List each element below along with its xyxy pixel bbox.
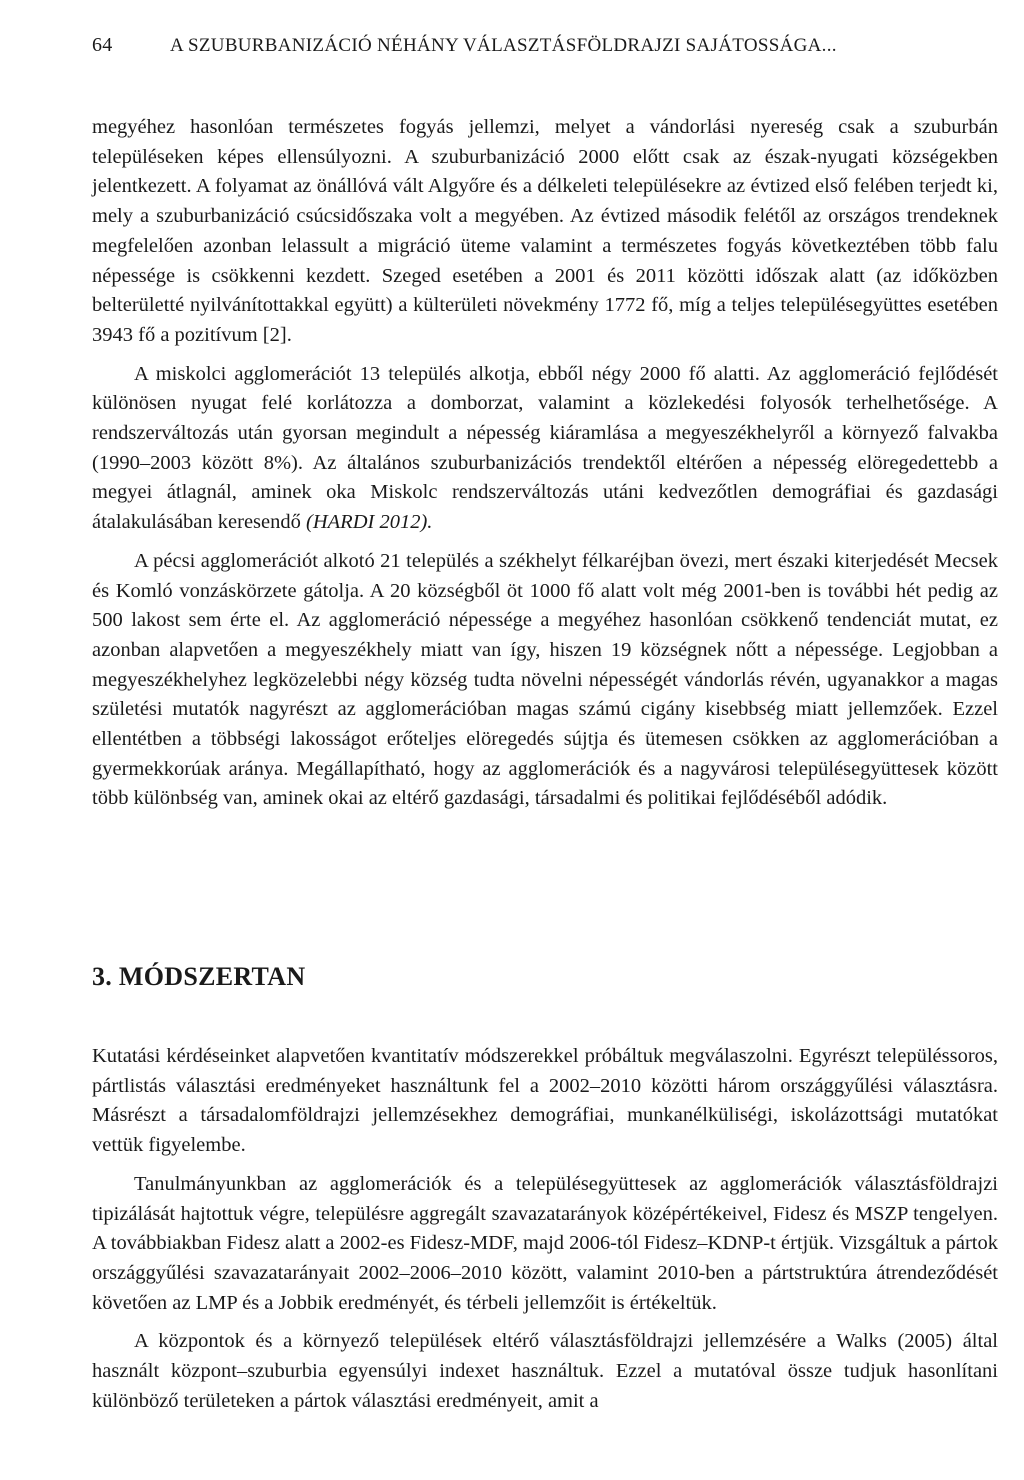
paragraph-2-text: A miskolci agglomerációt 13 település alkotja, ebből négy 2000 fő alatti. Az agglomeráció fejlődését különösen nyugat felé korlátozza a domborzat, valamint a közlekedési folyosók terhelhetősége. A rendszerváltozás után gyorsan megindult a népesség kiáramlása a megyeszékhelyről a környező falvakba (1990–2003 között 8%). Az általános szuburbanizációs trendektől eltérően a népesség elöregedettebb a megyei átlagnál, aminek oka Miskolc rendszerváltozás utáni kedvezőtlen demográfiai és gazdasági átalakulásában keresendő — [92, 362, 998, 534]
page-number: 64 — [92, 34, 113, 56]
paragraph-3: A pécsi agglomerációt alkotó 21 település a székhelyt félkaréjban övezi, mert északi kiterjedését Mecsek és Komló vonzáskörzete gátolja. A 20 községből öt 1000 fő alatt volt még 2001-ben is további hét pedig az 500 lakost sem érte el. Az agglomeráció népessége a megyéhez hasonlóan csökkenő tendenciát mutat, ez azonban alapvetően a megyeszékhely miatt van így, hiszen 19 községnek nőtt a népessége. Legjobban a megyeszékhelyhez legközelebbi négy község tudta növelni népességét vándorlás révén, ugyanakkor a magas születési mutatók nagyrészt az agglomerációban magas számú cigány kisebbség miatt jellemzőek. Ezzel ellentétben a többségi lakosságot erőteljes elöregedés sújtja és ütemesen csökken az agglomerációban a gyermekkorúak aránya. Megállapítható, hogy az agglomerációk és a nagyvárosi településegyüttesek között több különbség van, aminek okai az eltérő gazdasági, társadalmi és politikai fejlődéséből adódik. — [92, 549, 998, 810]
body-text-before-section — [92, 113, 998, 814]
running-header — [92, 34, 984, 57]
paragraph-5: Tanulmányunkban az agglomerációk és a településegyüttesek az agglomerációk választásföldrajzi tipizálását hajtottuk végre, településre aggregált szavazatarányok középértékeivel, Fidesz és MSZP tengelyen. A továbbiakban Fidesz alatt a 2002-es Fidesz-MDF, majd 2006-tól Fidesz–KDNP-t értjük. Vizsgáltuk a pártok országgyűlési szavazatarányait 2002–2006–2010 között, valamint 2010-ben a pártstruktúra átrendeződését követően az LMP és a Jobbik eredményét, és térbeli jellemzőit is értékeltük. — [92, 1172, 999, 1314]
paragraph-6: A központok és a környező települések eltérő választásföldrajzi jellemzésére a Walks (2005) által használt központ–szuburbia egyensúlyi indexet használtuk. Ezzel a mutatóval össze tudjuk hasonlítani különböző területeken a pártok választási eredményeit, amit a — [92, 1330, 998, 1412]
body-text-methodology — [92, 1042, 998, 1416]
paragraph-2 — [92, 360, 998, 538]
citation-hardi: (HARDI 2012). — [306, 511, 433, 534]
running-header-title: A SZUBURBANIZÁCIÓ NÉHÁNY VÁLASZTÁSFÖLDRAJZI SAJÁTOSSÁGA... — [170, 35, 837, 56]
paragraph-1: megyéhez hasonlóan természetes fogyás jellemzi, melyet a vándorlási nyereség csak a szuburbán településeken képes ellensúlyozni. A szuburbanizáció 2000 előtt csak az észak-nyugati községekben jelentkezett. A folyamat az önállóvá vált Algyőre és a délkeleti településekre az évtized első felében terjedt ki, mely a szuburbanizáció csúcsidőszaka volt a megyében. Az évtized második felétől az országos trendeknek megfelelően azonban lelassult a migráció üteme valamint a természetes fogyás következtében több falu népessége is csökkenni kezdett. Szeged esetében a 2001 és 2011 közötti időszak alatt (az időközben belterületté nyilvánítottakkal együtt) a külterületi növekmény 1772 fő, míg a teljes településegyüttes esetében 3943 fő a pozitívum [2]. — [92, 116, 998, 346]
section-heading: 3. MÓDSZERTAN — [92, 962, 306, 991]
paragraph-4: Kutatási kérdéseinket alapvetően kvantitatív módszerekkel próbáltuk megválaszolni. Egyrészt településsoros, pártlistás választási eredményeket használtunk fel a 2002–2010 közötti három országgyűlési választásra. Másrészt a társadalomföldrajzi jellemzésekhez demográfiai, munkanélküliségi, iskolázottsági mutatókat vettük figyelembe. — [92, 1045, 998, 1157]
